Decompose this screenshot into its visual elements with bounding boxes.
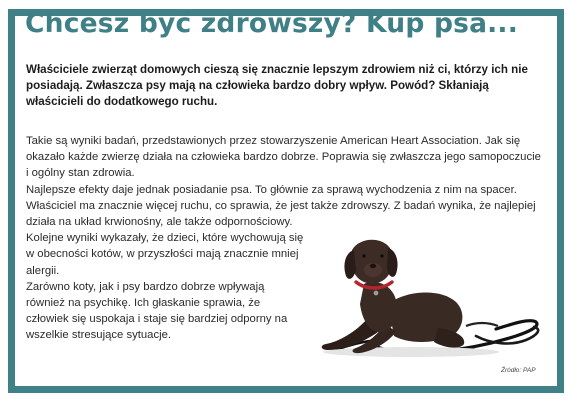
article-lead: Właściciele zwierząt domowych cieszą się znacznie lepszym zdrowiem niż ci, którzy ich nie posiadają. Zwłaszcza psy mają na człowieka bardzo dobry wpływ. Powód? Skłaniają właścicieli do dodatkowego ruchu.	[26, 63, 528, 109]
paragraph-3: Kolejne wyniki wykazały, że dzieci, które wychowują się w obecności kotów, w przyszłości mają znacznie mniej alergii.	[26, 232, 304, 277]
article-title: Chcesz być zdrowszy? Kup psa...	[25, 8, 518, 39]
dog-photo	[316, 232, 544, 360]
paragraph-4: Zarówno koty, jak i psy bardzo dobrze wpływają również na psychikę. Ich głaskanie sprawia, że człowiek się uspokaja i staje się bardziej odporny na wszelkie stresujące sytuacje.	[26, 280, 288, 342]
paragraph-2: Najlepsze efekty daje jednak posiadanie psa. To głównie za sprawą wychodzenia z nim na spacer. Właściciel ma znacznie więcej ruchu, co sprawia, że jest także zdrowszy. Z badań wynika, że najlepiej działa na układ krwionośny, ale także odpornościowy.	[26, 183, 536, 229]
source-credit: Źródło: PAP	[501, 367, 536, 374]
paragraph-1: Takie są wyniki badań, przedstawionych przez stowarzyszenie American Heart Association. Jak się okazało każde zwierzę działa na człowieka bardzo dobrze. Poprawia się zwłaszcza jego samopoczucie i ogólny stan zdrowia.	[26, 135, 541, 180]
